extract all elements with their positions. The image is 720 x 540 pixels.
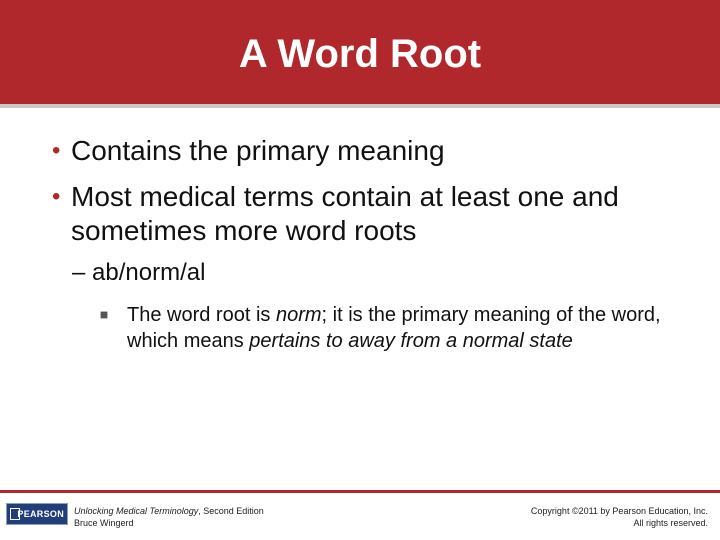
book-edition: , Second Edition — [198, 506, 264, 516]
bullet-dot-icon: • — [52, 183, 61, 210]
sub-bullet — [72, 258, 205, 288]
book-title: Unlocking Medical Terminology — [74, 506, 199, 516]
footer-copyright — [531, 505, 708, 529]
sub-sub-bullet-text: The word root is norm; it is the primary meaning of the word, which means pertains to away from a normal state — [127, 304, 661, 352]
slide-title: A Word Root — [238, 32, 482, 76]
square-bullet-icon — [101, 312, 108, 319]
footer-book-info — [74, 505, 264, 529]
dash-marker: – — [72, 259, 86, 286]
bullet-text: Contains the primary meaning — [71, 135, 445, 166]
bullet-text: Most medical terms contain at least one and sometimes more word roots — [71, 181, 619, 246]
pearson-mark-icon — [10, 508, 20, 520]
sub-bullet-text: ab/norm/al — [92, 259, 206, 286]
pearson-logo: PEARSON — [6, 503, 68, 525]
copyright-text: Copyright ©2011 by Pearson Education, Inc. — [530, 506, 708, 516]
footer-divider — [0, 490, 720, 493]
book-author: Bruce Wingerd — [74, 518, 134, 528]
rights-text: All rights reserved. — [633, 518, 708, 528]
bullet-dot-icon: • — [52, 137, 61, 164]
